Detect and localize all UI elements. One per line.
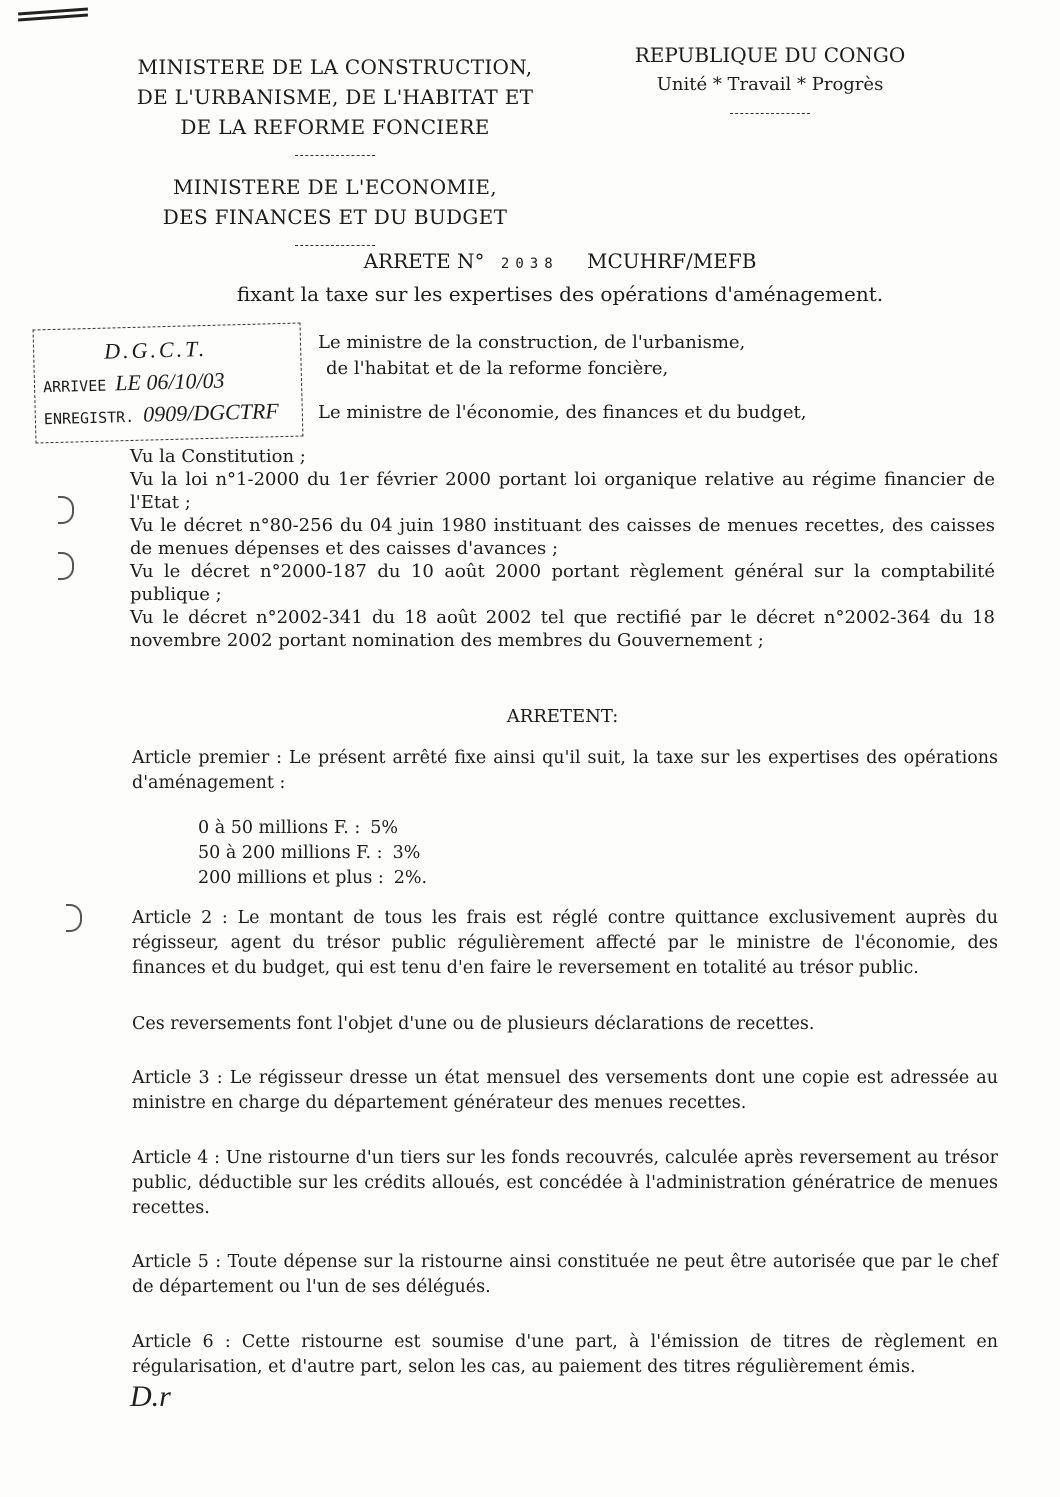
rate-range: 0 à 50 millions F. : [198,818,361,838]
rate-range: 200 millions et plus : [198,868,384,888]
visa-constitution: Vu la Constitution ; [130,446,306,467]
visa-decret-2000: Vu le décret n°2000-187 du 10 août 2000 portant règlement général sur la comptabilité publique ; [130,561,995,605]
separator [730,113,810,114]
article-1 [132,746,998,796]
minister-construction-cont: de l'habitat et de la reforme foncière, [326,358,669,379]
stamp-arrival-label: ARRIVEE [42,376,107,397]
ministry2-line2: DES FINANCES ET DU BUDGET [162,205,508,229]
ministers-block [318,330,818,426]
article-4 [132,1146,998,1221]
visa-decret-2002: Vu le décret n°2002-341 du 18 août 2002 tel que rectifié par le décret n°2002-364 du 18 novembre 2002 portant nomination des membres du Gouvernement ; [130,607,995,651]
handwritten-initials: D.r [130,1380,171,1413]
ministry1-line2: DE L'URBANISME, DE L'HABITAT ET [136,85,534,109]
punch-hole-mark [58,552,74,580]
article-2b [132,1012,998,1037]
minister-construction: Le ministre de la construction, de l'urbanisme, [318,332,746,353]
article-2-text: Article 2 : Le montant de tous les frais est réglé contre quittance exclusivement auprès du régisseur, agent du trésor public régulièrement affecté par le ministre de l'économie, des finances et du budget, qui est tenu d'en faire le reversement en totalité au trésor public. [132,908,998,978]
ministry2-line1: MINISTERE DE L'ECONOMIE, [173,175,497,199]
article-4-text: Article 4 : Une ristourne d'un tiers sur les fonds recouvrés, calculée après reversement au trésor public, déductible sur les crédits alloués, est concédée à l'administration génératrice de menues recettes. [132,1148,998,1218]
rate-row [198,841,427,866]
national-motto: Unité * Travail * Progrès [656,74,884,95]
rate-value: 5% [370,818,399,838]
decree-title [180,246,940,309]
stamp-office: D.G.C.T. [103,335,208,364]
article-1-text: Article premier : Le présent arrêté fixe ainsi qu'il suit, la taxe sur les expertises des opérations d'aménagement : [132,748,998,793]
rate-value: 2%. [393,868,428,888]
visa-loi-2000: Vu la loi n°1-2000 du 1er février 2000 portant loi organique relative au régime financier de l'Etat ; [130,469,995,513]
visas-block [130,445,995,652]
decree-suffix: MCUHRF/MEFB [587,249,757,273]
stamp-arrival-date: LE 06/10/03 [114,367,225,396]
article-6-text: Article 6 : Cette ristourne est soumise d'une part, à l'émission de titres de règlement en régularisation, et d'autre part, selon les cas, au paiement des titres régulièrement émis. [132,1332,998,1377]
decree-prefix: ARRETE N° [363,249,485,273]
rate-row [198,866,427,891]
country-name: REPUBLIQUE DU CONGO [634,43,906,67]
article-5 [132,1250,998,1300]
minister-economy: Le ministre de l'économie, des finances et du budget, [318,402,807,423]
decree-subject: fixant la taxe sur les expertises des opérations d'aménagement. [236,282,884,306]
punch-hole-mark [66,904,82,932]
registration-stamp [33,323,304,444]
arretent-heading: ARRETENT: [506,706,619,727]
visa-decret-1980: Vu le décret n°80-256 du 04 juin 1980 instituant des caisses de menues recettes, des caisses de menues dépenses et des caisses d'avances ; [130,515,995,559]
separator [295,155,375,156]
rates-list [198,816,427,891]
stamp-registration-label: ENREGISTR. [43,407,135,429]
header-ministries [120,52,550,262]
article-6 [132,1330,998,1380]
ministry1-line3: DE LA REFORME FONCIERE [180,115,490,139]
rate-value: 3% [392,843,421,863]
punch-hole-mark [58,496,74,524]
article-3-text: Article 3 : Le régisseur dresse un état mensuel des versements dont une copie est adressée au ministre en charge du département générateur des menues recettes. [132,1068,998,1113]
article-2 [132,906,998,981]
stamp-registration-number: 0909/DGCTRF [142,398,280,427]
decree-number: 2038 [500,256,559,272]
header-republic [620,40,920,130]
corner-scribble [18,10,88,24]
article-3 [132,1066,998,1116]
rate-range: 50 à 200 millions F. : [198,843,383,863]
article-2b-text: Ces reversements font l'objet d'une ou de plusieurs déclarations de recettes. [132,1014,815,1034]
article-5-text: Article 5 : Toute dépense sur la ristourne ainsi constituée ne peut être autorisée que par le chef de département ou l'un de ses délégués. [132,1252,998,1297]
rate-row [198,816,427,841]
ministry1-line1: MINISTERE DE LA CONSTRUCTION, [137,55,533,79]
